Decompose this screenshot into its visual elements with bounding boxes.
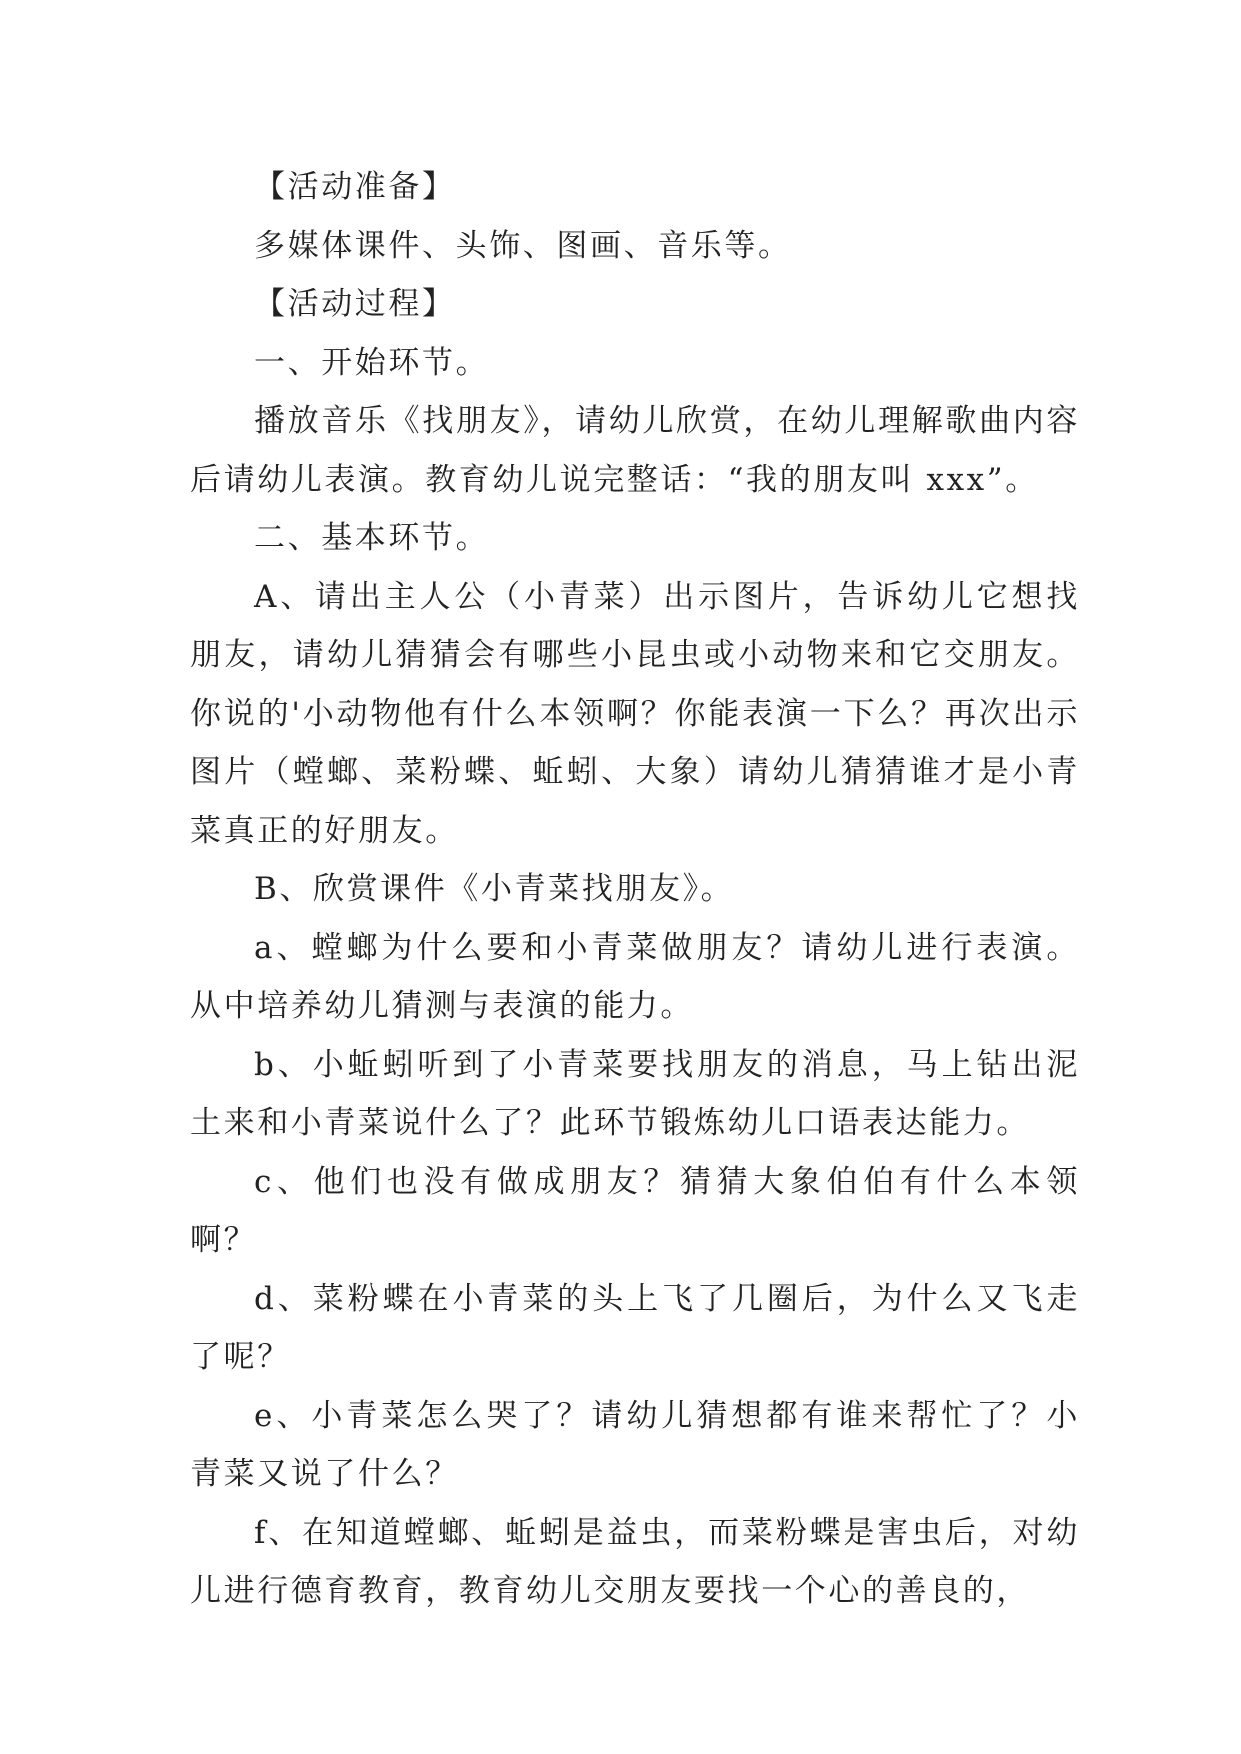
paragraph: a、螳螂为什么要和小青菜做朋友？请幼儿进行表演。从中培养幼儿猜测与表演的能力。: [190, 929, 1080, 1024]
paragraph: 一、开始环节。: [254, 344, 490, 381]
paragraph: B、欣赏课件《小青菜找朋友》。: [254, 871, 735, 907]
paragraph: e、小青菜怎么哭了？请幼儿猜想都有谁来帮忙了？小青菜又说了什么？: [190, 1397, 1080, 1492]
paragraph: c、他们也没有做成朋友？猜猜大象伯伯有什么本领啊？: [190, 1163, 1080, 1258]
section-heading-preparation: 【活动准备】: [254, 169, 456, 205]
paragraph: b、小蚯蚓听到了小青菜要找朋友的消息，马上钻出泥土来和小青菜说什么了？此环节锻炼幼儿口语表达能力。: [190, 1046, 1080, 1141]
paragraph: 二、基本环节。: [254, 520, 490, 556]
paragraph: A、请出主人公（小青菜）出示图片，告诉幼儿它想找朋友，请幼儿猜猜会有哪些小昆虫或小动物来和它交朋友。你说的'小动物他有什么本领啊？你能表演一下么？再次出示图片（螳螂、菜粉蝶、蚯蚓、大象）请幼儿猜猜谁才是小青菜真正的好朋友。: [190, 578, 1080, 849]
paragraph: 播放音乐《找朋友》，请幼儿欣赏，在幼儿理解歌曲内容后请幼儿表演。教育幼儿说完整话：“我的朋友叫 xxx”。: [190, 403, 1080, 498]
paragraph: f、在知道螳螂、蚯蚓是益虫，而菜粉蝶是害虫后，对幼儿进行德育教育，教育幼儿交朋友要找一个心的善良的，: [190, 1514, 1080, 1609]
document-body: [190, 158, 1080, 1621]
section-heading-process: 【活动过程】: [254, 286, 456, 322]
paragraph: d、菜粉蝶在小青菜的头上飞了几圈后，为什么又飞走了呢？: [190, 1280, 1080, 1375]
paragraph: 多媒体课件、头饰、图画、音乐等。: [254, 227, 792, 264]
